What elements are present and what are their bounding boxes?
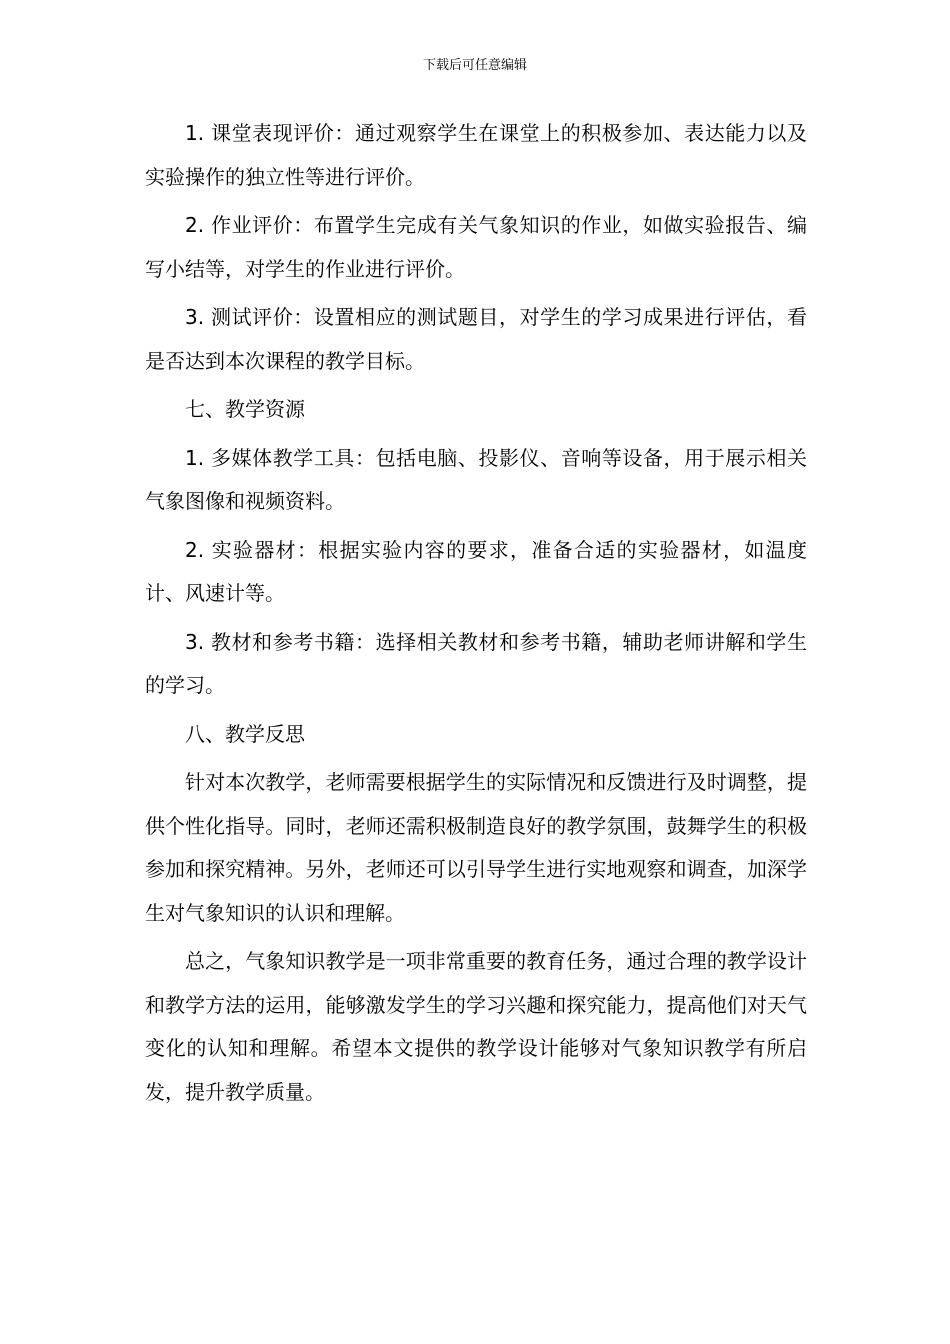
paragraph-homework-evaluation: 2. 作业评价：布置学生完成有关气象知识的作业，如做实验报告、编写小结等，对学生的作业进行评价。 — [145, 213, 807, 281]
section-heading-teaching-reflection: 八、教学反思 — [185, 721, 305, 746]
paragraph-classroom-evaluation: 1. 课堂表现评价：通过观察学生在课堂上的积极参加、表达能力以及实验操作的独立性等进行评价。 — [145, 121, 807, 189]
paragraph-conclusion: 总之，气象知识教学是一项非常重要的教育任务，通过合理的教学设计和教学方法的运用，能够激发学生的学习兴趣和探究能力，提高他们对天气变化的认知和理解。希望本文提供的教学设计能够对气象知识教学有所启发，提升教学质量。 — [145, 949, 807, 1104]
paragraph-textbooks: 3. 教材和参考书籍：选择相关教材和参考书籍，辅助老师讲解和学生的学习。 — [145, 629, 807, 697]
paragraph-lab-equipment: 2. 实验器材：根据实验内容的要求，准备合适的实验器材，如温度计、风速计等。 — [145, 537, 807, 605]
section-heading-teaching-resources: 七、教学资源 — [185, 397, 305, 421]
paragraph-multimedia-tools: 1. 多媒体教学工具：包括电脑、投影仪、音响等设备，用于展示相关气象图像和视频资料。 — [145, 445, 807, 513]
paragraph-test-evaluation: 3. 测试评价：设置相应的测试题目，对学生的学习成果进行评估，看是否达到本次课程的教学目标。 — [145, 305, 807, 373]
document-body — [145, 112, 807, 1119]
paragraph-reflection: 针对本次教学，老师需要根据学生的实际情况和反馈进行及时调整，提供个性化指导。同时，老师还需积极制造良好的教学氛围，鼓舞学生的积极参加和探究精神。另外，老师还可以引导学生进行实地观察和调查，加深学生对气象知识的认识和理解。 — [145, 770, 807, 925]
page-header: 下载后可任意编辑 — [422, 58, 527, 73]
